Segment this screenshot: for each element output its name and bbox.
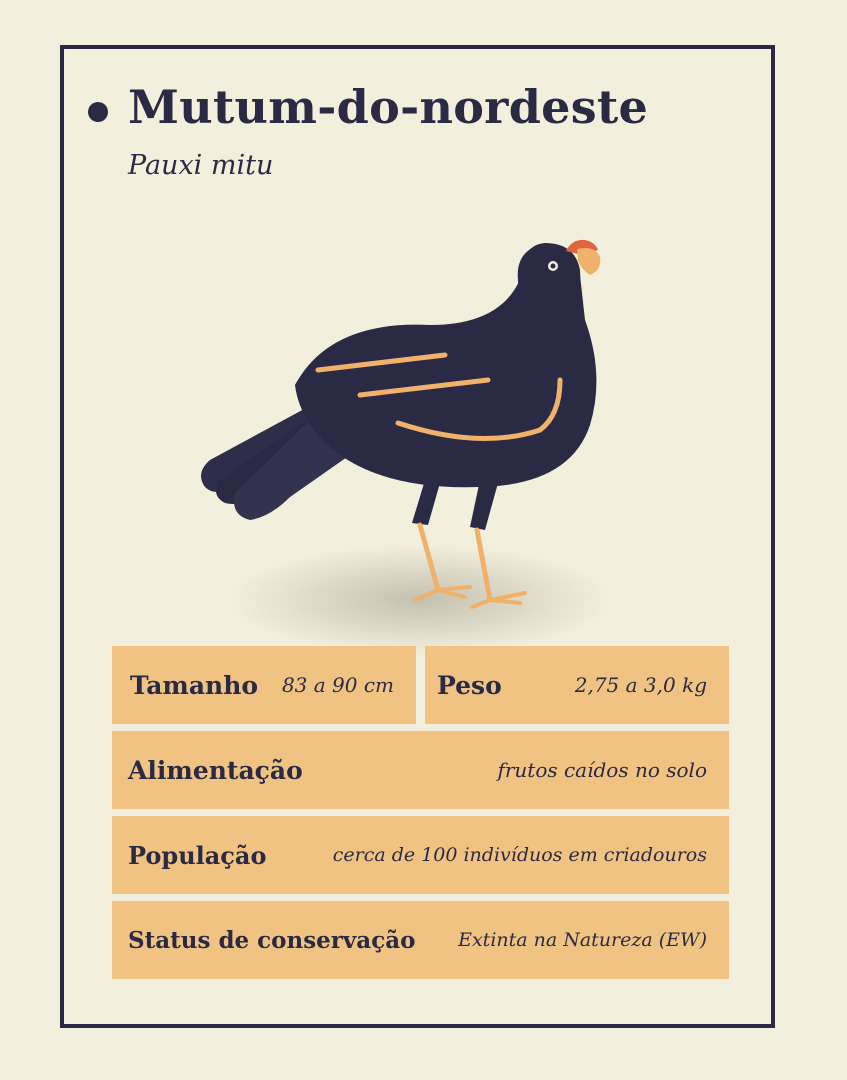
fact-population-label: População	[128, 840, 267, 870]
fact-size	[112, 646, 416, 724]
title-bullet	[88, 102, 108, 122]
fact-diet	[112, 731, 729, 809]
fact-size-label: Tamanho	[130, 670, 259, 700]
fact-weight	[425, 646, 729, 724]
fact-weight-value: 2,75 a 3,0 kg	[574, 673, 707, 697]
bird-illustration	[180, 225, 630, 655]
bird-head	[518, 243, 582, 335]
fact-population	[112, 816, 729, 894]
fact-size-value: 83 a 90 cm	[281, 673, 394, 697]
bird-beak	[577, 248, 600, 275]
fact-status-label: Status de conservação	[128, 926, 416, 954]
species-title: Mutum-do-nordeste	[128, 80, 649, 134]
fact-status	[112, 901, 729, 979]
bird-thigh-right	[470, 480, 498, 530]
fact-diet-value: frutos caídos no solo	[497, 758, 707, 782]
scientific-name: Pauxi mitu	[128, 150, 274, 181]
fact-population-value: cerca de 100 indivíduos em criadouros	[332, 844, 707, 866]
fact-diet-label: Alimentação	[128, 755, 303, 785]
fact-status-value: Extinta na Natureza (EW)	[458, 929, 707, 951]
fact-weight-label: Peso	[437, 670, 502, 700]
bird-thigh-left	[412, 480, 440, 525]
